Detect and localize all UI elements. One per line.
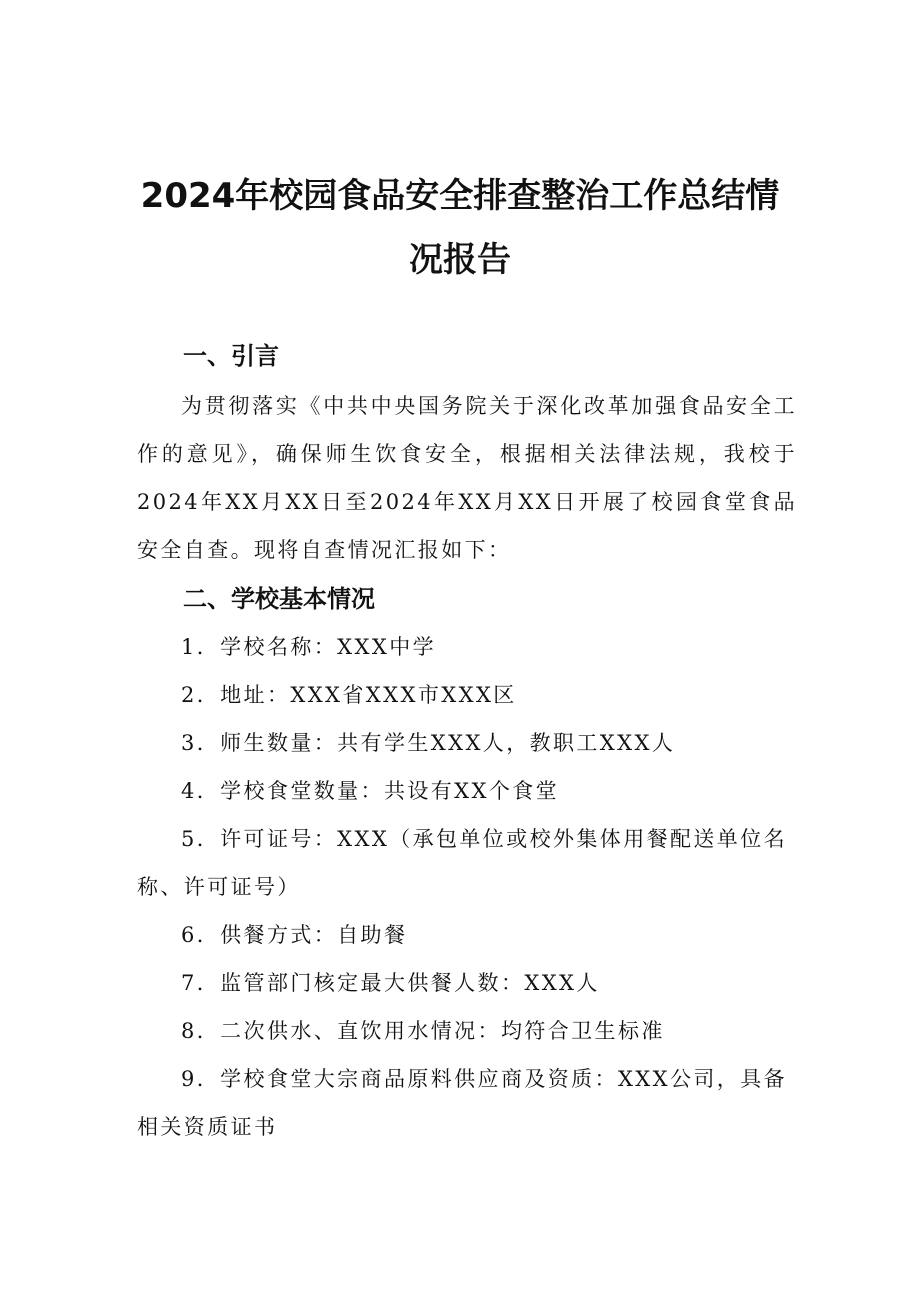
list-item-canteen-count: 4．学校食堂数量：共设有XX个食堂 (181, 779, 560, 803)
section-heading-school-basics: 二、学校基本情况 (183, 585, 375, 613)
list-item-headcount: 3．师生数量：共有学生XXX人，教职工XXX人 (181, 731, 676, 755)
list-item-water-supply: 8．二次供水、直饮用水情况：均符合卫生标准 (181, 1019, 665, 1043)
list-item-license-number: 5．许可证号：XXX（承包单位或校外集体用餐配送单位名称、许可证号） (137, 827, 788, 899)
list-item-school-name: 1．学校名称：XXX中学 (181, 635, 437, 659)
list-item-max-capacity: 7．监管部门核定最大供餐人数：XXX人 (181, 971, 600, 995)
list-item-meal-type: 6．供餐方式：自助餐 (181, 923, 408, 947)
document-title-line-1: 2024年校园食品安全排查整治工作总结情 (140, 176, 780, 216)
introduction-paragraph: 为贯彻落实《中共中央国务院关于深化改革加强食品安全工作的意见》，确保师生饮食安全，根据相关法律法规，我校于2024年XX月XX日至2024年XX月XX日开展了校园食堂食品安全自查。现将自查情况汇报如下： (137, 394, 797, 562)
section-heading-introduction: 一、引言 (183, 342, 279, 370)
document-title-line-2: 况报告 (409, 240, 511, 280)
list-item-address: 2．地址：XXX省XXX市XXX区 (181, 683, 517, 707)
list-item-suppliers: 9．学校食堂大宗商品原料供应商及资质：XXX公司，具备相关资质证书 (137, 1067, 788, 1139)
